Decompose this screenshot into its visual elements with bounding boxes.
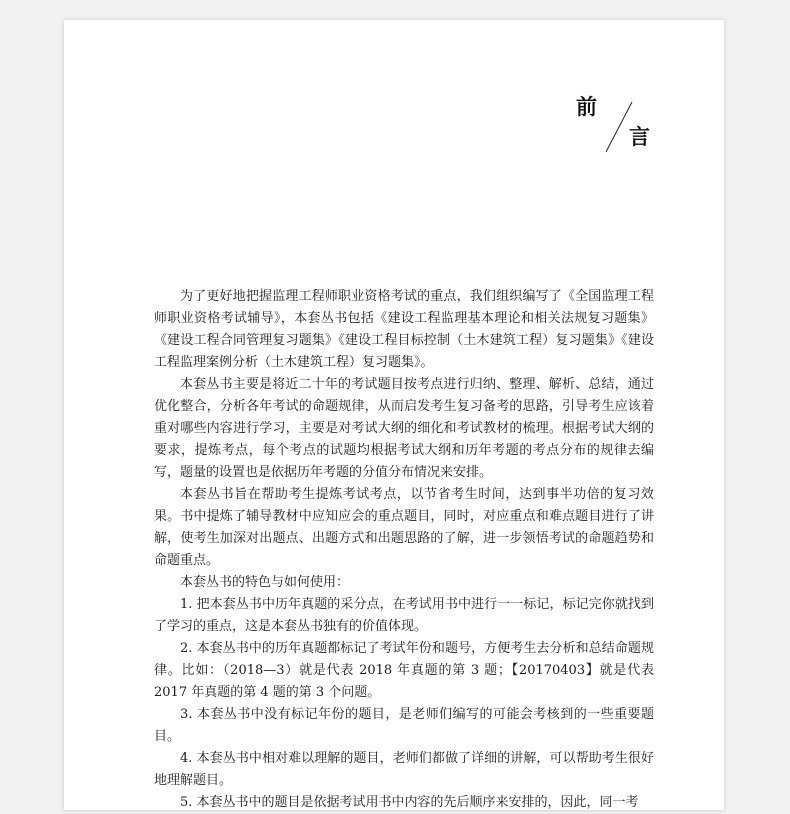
paragraph-9: 5. 本套丛书中的题目是依据考试用书中内容的先后顺序来安排的，因此，同一考 bbox=[180, 795, 639, 810]
document-page bbox=[64, 20, 724, 810]
preface-body bbox=[154, 286, 654, 814]
paragraph-7: 3. 本套丛书中没有标记年份的题目，是老师们编写的可能会考核到的一些重要题目。 bbox=[154, 707, 654, 744]
heading-char-qian: 前 bbox=[576, 94, 597, 119]
paragraph-2: 本套丛书主要是将近二十年的考试题目按考点进行归纳、整理、解析、总结，通过优化整合，分析各年考试的命题规律，从而启发考生复习备考的思路，引导考生应该着重对哪些内容进行学习，主要是对考试大纲的细化和考试教材的梳理。根据考试大纲的要求，提炼考点，每个考点的试题均根据考试大纲和历年考题的考点分布的规律去编写，题量的设置也是依据历年考题的分值分布情况来安排。 bbox=[154, 377, 654, 480]
heading-char-yan: 言 bbox=[629, 124, 650, 149]
paragraph-1: 为了更好地把握监理工程师职业资格考试的重点，我们组织编写了《全国监理工程师职业资格考试辅导》，本套丛书包括《建设工程监理基本理论和相关法规复习题集》《建设工程合同管理复习题集》《建设工程目标控制（土木建筑工程）复习题集》《建设工程监理案例分析（土木建筑工程）复习题集》。 bbox=[154, 289, 654, 370]
paragraph-6: 2. 本套丛书中的历年真题都标记了考试年份和题号，方便考生去分析和总结命题规律。比如：（2018—3）就是代表 2018 年真题的第 3 题；【20170403】就是代表 2017 年真题的第 4 题的第 3 个问题。 bbox=[154, 641, 654, 700]
paragraph-3: 本套丛书旨在帮助考生提炼考试考点，以节省考生时间，达到事半功倍的复习效果。书中提炼了辅导教材中应知应会的重点题目，同时，对应重点和难点题目进行了讲解，使考生加深对出题点、出题方式和出题思路的了解，进一步领悟考试的命题趋势和命题重点。 bbox=[154, 487, 654, 568]
paragraph-5: 1. 把本套丛书中历年真题的采分点，在考试用书中进行一一标记，标记完你就找到了学习的重点，这是本套丛书独有的价值体现。 bbox=[154, 597, 654, 634]
paragraph-4: 本套丛书的特色与如何使用： bbox=[180, 575, 350, 590]
paragraph-8: 4. 本套丛书中相对难以理解的题目，老师们都做了详细的讲解，可以帮助考生很好地理解题目。 bbox=[154, 751, 654, 788]
preface-heading bbox=[64, 20, 724, 180]
